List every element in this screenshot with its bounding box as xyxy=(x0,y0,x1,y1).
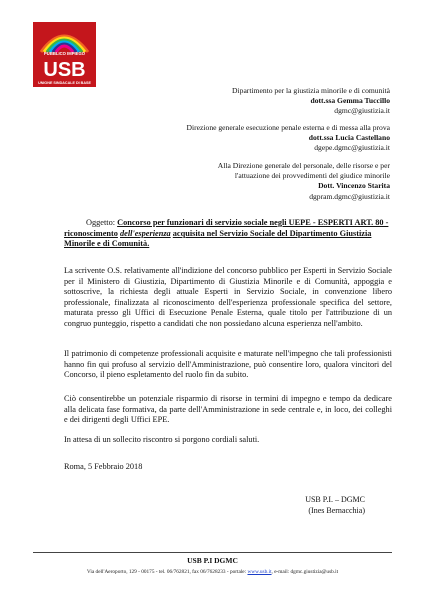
usb-logo-graphic xyxy=(33,22,96,87)
recipient-dept: Dipartimento per la giustizia minorile e di comunità xyxy=(232,86,390,95)
subject-text-italic: dell'esperienza xyxy=(120,228,171,238)
footer-divider xyxy=(33,552,392,553)
signature-block xyxy=(305,495,365,516)
closing-text: In attesa di un sollecito riscontro si porgono cordiali saluti. xyxy=(64,435,260,444)
body-paragraph-2: Il patrimonio di competenze professionali acquisite e maturate nell'impegno che tali professionisti hanno fin qui profuso al servizio dell'Amministrazione, può consentire loro, qualora vincitori del Concorso, il pieno espletamento del ruolo fin da subito. xyxy=(64,349,392,380)
recipient-block-3 xyxy=(218,161,390,202)
recipient-name: Dott. Vincenzo Starita xyxy=(318,181,390,191)
recipient-block-1 xyxy=(232,86,390,117)
usb-logo xyxy=(33,22,96,87)
logo-tagline-top: PUBBLICO IMPIEGO xyxy=(44,51,85,56)
logo-brand: USB xyxy=(43,59,86,81)
subject-text-1: Concorso per funzionari di servizio sociale negli UEPE - ESPERTI ART. 80 - riconoscimento xyxy=(64,218,389,238)
recipient-block-2 xyxy=(187,123,390,154)
footer-title: USB P.I DGMC xyxy=(187,556,238,565)
footer-contact xyxy=(0,569,425,575)
signature-org: USB P.I. – DGMC xyxy=(305,495,365,504)
footer-website-link[interactable]: www.usb.it xyxy=(247,569,272,575)
recipient-dept-cont: l'attuazione dei provvedimenti del giudice minorile xyxy=(234,171,390,181)
body-paragraph-3: Ciò consentirebbe un potenziale risparmio di risorse in termini di impegno e tempo da dedicare alla delicata fase formativa, da parte dell'Amministrazione in sede centrale e, in loco, dei colleghi e dei dirigenti degli Uffici EPE. xyxy=(64,394,392,425)
body-paragraph-1: La scrivente O.S. relativamente all'indizione del concorso pubblico per Esperti in Servizio Sociale per il Ministero di Giustizia, Dipartimento di Giustizia Minorile e di Comunità, appoggia e sottoscrive, la richiesta degli attuale Esperti in Servizio Sociale, in convenzione libero professionale, finalizzata al riconoscimento dell'esperienza professionale specifica del settore, maturata presso gli Uffici di Esecuzione Penale Esterna, quale titolo per l'attribuzione di un congruo punteggio, rispetto a candidati che non possiedano alcuna esperienza nell'ambito. xyxy=(64,266,392,328)
subject-label: Oggetto: xyxy=(86,218,116,227)
recipient-name: dott.ssa Lucia Castellano xyxy=(308,133,390,143)
signature-name: (Ines Bernacchia) xyxy=(308,505,365,515)
recipient-email: dgepe.dgmc@giustizia.it xyxy=(314,143,390,153)
footer-email: , e-mail: dgmc.giustizia@usb.it xyxy=(271,569,339,575)
footer-address: Via dell'Aeroporto, 129 - 00175 - tel. 06/762821, fax 06/7628233 - portale: xyxy=(86,569,248,575)
recipient-name: dott.ssa Gemma Tuccillo xyxy=(310,96,390,106)
recipient-dept: Direzione generale esecuzione penale esterna e di messa alla prova xyxy=(186,123,390,132)
recipient-dept: Alla Direzione generale del personale, delle risorse e per xyxy=(217,161,390,170)
recipient-email: dgmc@giustizia.it xyxy=(334,106,390,116)
recipient-email: dgpram.dgmc@giustizia.it xyxy=(309,191,390,201)
place-date: Roma, 5 Febbraio 2018 xyxy=(64,462,143,471)
logo-tagline-bottom: UNIONE SINDACALE DI BASE xyxy=(38,81,91,85)
subject-text-2: acquisita nel Servizio Sociale del Dipartimento Giustizia Minorile e di Comunità. xyxy=(64,228,372,249)
subject-line xyxy=(64,218,390,250)
